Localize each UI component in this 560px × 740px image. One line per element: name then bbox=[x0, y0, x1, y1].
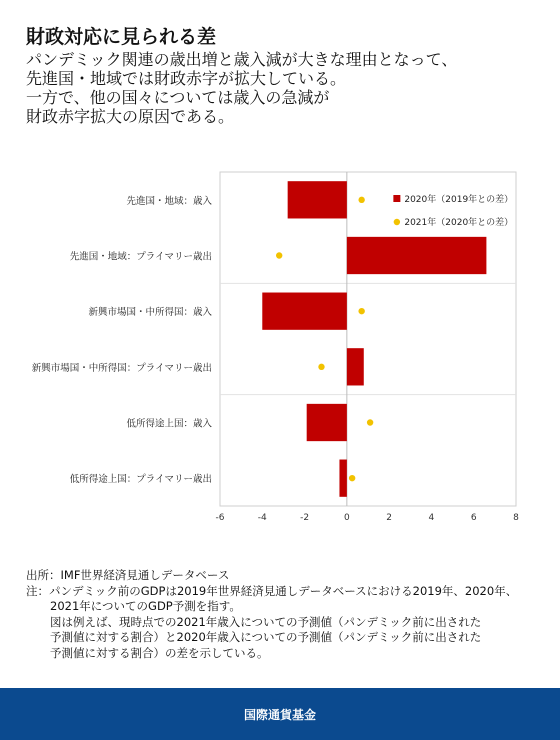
x-tick-label: 6 bbox=[470, 513, 477, 523]
bar bbox=[347, 237, 487, 274]
bar bbox=[288, 181, 347, 218]
bar bbox=[262, 293, 347, 330]
bar-chart bbox=[0, 150, 560, 570]
note-line: 2021年についてのGDP予測を指す。 bbox=[50, 599, 241, 613]
legend-label: 2020年（2019年との差） bbox=[404, 195, 514, 205]
notes bbox=[26, 568, 552, 661]
note-line: 図は例えば、現時点での2021年歳入についての予測値（パンデミック前に出された bbox=[50, 614, 482, 629]
note-line: 予測値に対する割合）の差を示している。 bbox=[50, 645, 269, 660]
subtitle-line: 一方で、他の国々については歳入の急減が bbox=[26, 88, 330, 107]
bar bbox=[307, 404, 347, 441]
subtitle-line: 財政赤字拡大の原因である。 bbox=[26, 107, 235, 126]
subtitle-line: パンデミック関連の歳出増と歳入減が大きな理由となって、 bbox=[26, 50, 458, 69]
x-tick-label: -4 bbox=[257, 513, 267, 523]
footer-bar bbox=[0, 688, 560, 740]
category-label: 新興市場国・中所得国：プライマリー歳出 bbox=[31, 362, 212, 374]
category-label: 先進国・地域：歳入 bbox=[126, 195, 212, 207]
source-note: 出所：IMF世界経済見通しデータベース bbox=[26, 568, 230, 582]
category-label: 先進国・地域：プライマリー歳出 bbox=[69, 251, 212, 263]
data-point bbox=[318, 364, 324, 370]
data-point bbox=[276, 252, 282, 258]
x-tick-label: 0 bbox=[343, 513, 350, 523]
data-point bbox=[349, 475, 355, 481]
page-title: 財政対応に見られる差 bbox=[26, 26, 217, 48]
data-point bbox=[358, 197, 364, 203]
bar bbox=[339, 460, 346, 497]
x-tick-label: -2 bbox=[300, 513, 310, 523]
legend-swatch bbox=[393, 195, 400, 202]
legend-label: 2021年（2020年との差） bbox=[404, 218, 514, 228]
note-line: 注：パンデミック前のGDPは2019年世界経済見通しデータベースにおける2019年、2020年、 bbox=[26, 583, 518, 598]
category-label: 新興市場国・中所得国：歳入 bbox=[88, 307, 212, 319]
header bbox=[26, 24, 546, 126]
legend-marker bbox=[394, 219, 400, 225]
footer-org-name: 国際通貨基金 bbox=[243, 707, 316, 722]
bar bbox=[347, 348, 364, 385]
x-tick-label: 4 bbox=[428, 513, 435, 523]
x-tick-label: -6 bbox=[215, 513, 225, 523]
data-point bbox=[367, 419, 373, 425]
chart-container bbox=[0, 150, 560, 570]
data-point bbox=[358, 308, 364, 314]
note-line: 予測値に対する割合）と2020年歳入についての予測値（パンデミック前に出された bbox=[50, 630, 482, 644]
subtitle-line: 先進国・地域では財政赤字が拡大している。 bbox=[26, 69, 347, 88]
category-label: 低所得途上国：プライマリー歳出 bbox=[69, 474, 212, 486]
x-tick-label: 8 bbox=[513, 513, 519, 523]
category-label: 低所得途上国：歳入 bbox=[126, 418, 212, 430]
x-tick-label: 2 bbox=[386, 513, 393, 523]
